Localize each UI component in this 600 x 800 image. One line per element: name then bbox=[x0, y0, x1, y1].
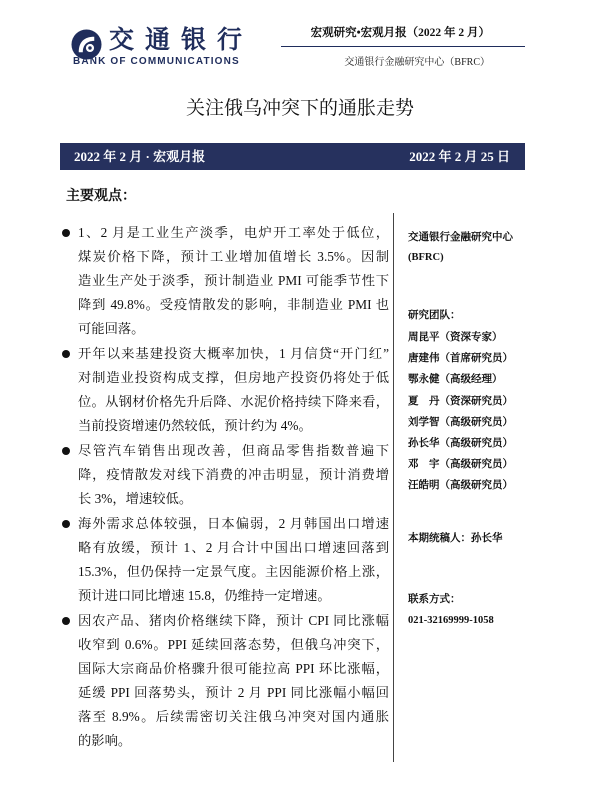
institution-name: 交通银行金融研究中心（BFRC） bbox=[344, 57, 490, 68]
team-member: 周昆平（资深专家） bbox=[408, 332, 503, 343]
key-point-line: 收窄到 0.6%。PPI 延续回落态势，但俄乌冲突下， bbox=[78, 637, 389, 652]
key-point-item bbox=[60, 512, 391, 608]
bullet-icon bbox=[62, 447, 70, 455]
team-member: 孙长华（高级研究员） bbox=[408, 438, 513, 450]
contact-heading: 联系方式： bbox=[408, 594, 461, 605]
team-member: 邓 宇（高级研究员） bbox=[408, 459, 513, 471]
sidebar-org-abbr: (BFRC) bbox=[408, 252, 444, 263]
key-point-item bbox=[60, 439, 391, 511]
key-point-item bbox=[60, 342, 391, 438]
bullet-icon bbox=[62, 350, 70, 358]
header-divider bbox=[281, 46, 525, 47]
key-point-line: 1、2 月是工业生产淡季，电炉开工率处于低位， bbox=[78, 225, 389, 240]
key-point-line: 造业生产处于淡季，预计制造业 PMI 可能季节性下 bbox=[78, 273, 389, 288]
team-list bbox=[408, 327, 513, 497]
bullet-icon bbox=[62, 229, 70, 237]
bullet-icon bbox=[62, 617, 70, 625]
key-point-line: 略有放缓，预计 1、2 月合计中国出口增速回落到 bbox=[78, 540, 389, 555]
key-point-line: 煤炭价格下降，预计工业增加值增长 3.5%。因制 bbox=[78, 249, 389, 264]
key-point-line: 位。从钢材价格先升后降、水泥价格持续下降来看， bbox=[78, 394, 389, 409]
team-member: 鄂永健（高级经理） bbox=[408, 374, 503, 386]
contact-phone: 021-32169999-1058 bbox=[408, 615, 494, 626]
report-series: 宏观研究•宏观月报（2022 年 2 月） bbox=[310, 27, 490, 39]
key-point-line: 当前投资增速仍然较低，预计约为 4%。 bbox=[78, 418, 312, 433]
sidebar-divider bbox=[393, 213, 394, 762]
logo-text-en: BANK OF COMMUNICATIONS bbox=[73, 56, 240, 67]
team-heading: 研究团队： bbox=[408, 310, 461, 321]
team-member: 夏 丹（资深研究员） bbox=[408, 395, 513, 407]
report-title: 关注俄乌冲突下的通胀走势 bbox=[185, 97, 414, 119]
key-point-line: 尽管汽车销售出现改善，但商品零售指数普遍下 bbox=[78, 443, 389, 458]
key-point-line: 预计进口同比增速 15.8，仍维持一定增速。 bbox=[78, 588, 331, 603]
key-point-line: 落至 8.9%。后续需密切关注俄乌冲突对国内通胀 bbox=[78, 709, 389, 724]
key-point-item bbox=[60, 221, 391, 341]
team-member: 唐建伟（首席研究员） bbox=[408, 353, 513, 365]
key-point-line: 可能回落。 bbox=[78, 321, 145, 336]
key-point-item bbox=[60, 609, 391, 753]
key-point-line: 国际大宗商品价格骤升很可能拉高 PPI 环比涨幅， bbox=[78, 661, 389, 676]
key-point-line: 对制造业投资构成支撑，但房地产投资仍将处于低 bbox=[78, 370, 389, 385]
key-point-line: 海外需求总体较强，日本偏弱，2 月韩国出口增速 bbox=[78, 516, 389, 531]
date-band bbox=[60, 143, 525, 170]
key-point-line: 开年以来基建投资大概率加快，1 月信贷“开门红” bbox=[78, 346, 389, 361]
logo-text-cn: 交通银行 bbox=[109, 25, 254, 54]
key-point-line: 因农产品、猪肉价格继续下降，预计 CPI 同比涨幅 bbox=[78, 613, 389, 628]
band-report-type: 2022 年 2 月 · 宏观月报 bbox=[74, 149, 206, 164]
key-points-heading: 主要观点： bbox=[66, 188, 136, 204]
key-point-line: 15.3%，但仍保持一定景气度。主因能源价格上涨， bbox=[78, 564, 389, 579]
band-publish-date: 2022 年 2 月 25 日 bbox=[409, 149, 510, 164]
team-member: 刘学智（高级研究员） bbox=[408, 416, 513, 428]
editor-line: 本期统稿人：孙长华 bbox=[408, 533, 503, 544]
key-point-line: 降，疫情散发对线下消费的冲击明显，预计消费增 bbox=[78, 467, 389, 482]
key-point-line: 降到 49.8%。受疫情散发的影响，非制造业 PMI 也 bbox=[78, 297, 389, 312]
bullet-icon bbox=[62, 520, 70, 528]
key-point-line: 的影响。 bbox=[78, 733, 132, 748]
team-member: 汪皓明（高级研究员） bbox=[408, 480, 513, 492]
sidebar-org-name: 交通银行金融研究中心 bbox=[408, 232, 513, 243]
key-point-line: 长 3%，增速较低。 bbox=[78, 491, 193, 506]
key-points-list bbox=[60, 221, 391, 754]
key-point-line: 延缓 PPI 回落势头，预计 2 月 PPI 同比涨幅小幅回 bbox=[78, 685, 389, 700]
